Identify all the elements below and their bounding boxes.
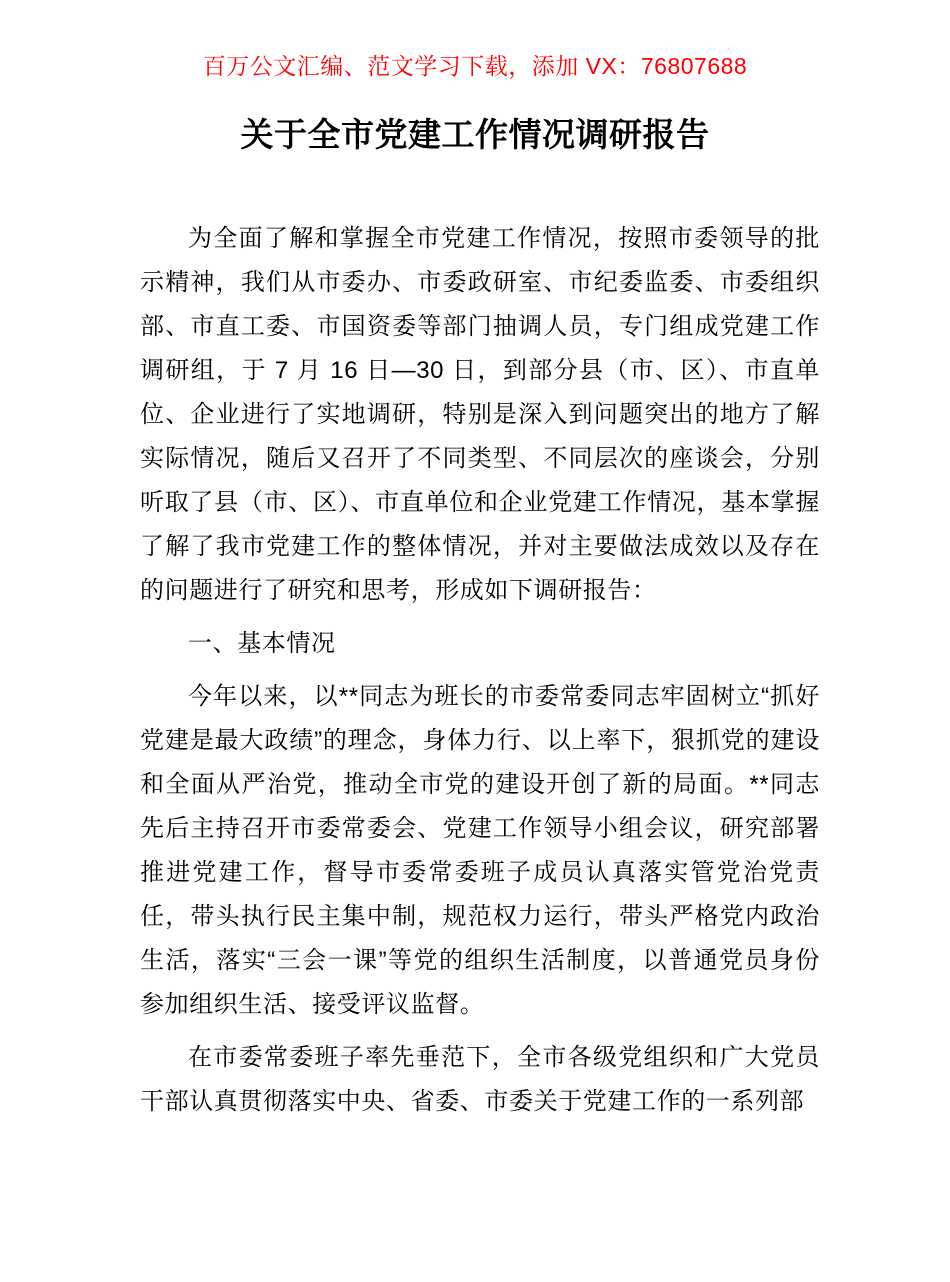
promo-notice-banner: 百万公文汇编、范文学习下载，添加 VX：76807688: [202, 53, 748, 79]
paragraph: 今年以来，以**同志为班长的市委常委同志牢固树立“抓好党建是最大政绩”的理念，身体力行、以上率下，狠抓党的建设和全面从严治党，推动全市党的建设开创了新的局面。**同志先后主持召开市委常委会、党建工作领导小组会议，研究部署推进党建工作，督导市委常委班子成员认真落实管党治党责任，带头执行民主集中制，规范权力运行，带头严格党内政治生活，落实“三会一课”等党的组织生活制度，以普通党员身份参加组织生活、接受评议监督。: [140, 683, 820, 1018]
section-heading: 一、基本情况: [188, 630, 336, 657]
paragraph: 在市委常委班子率先垂范下，全市各级党组织和广大党员干部认真贯彻落实中央、省委、市委关于党建工作的一系列部: [140, 1044, 820, 1115]
document-body: [140, 217, 820, 1124]
document-page: [0, 52, 950, 1282]
paragraph: 为全面了解和掌握全市党建工作情况，按照市委领导的批示精神，我们从市委办、市委政研室、市纪委监委、市委组织部、市直工委、市国资委等部门抽调人员，专门组成党建工作调研组，于 7 月 16 日—30 日，到部分县（市、区）、市直单位、企业进行了实地调研，特别是深入到问题突出的地方了解实际情况，随后又召开了不同类型、不同层次的座谈会，分别听取了县（市、区）、市直单位和企业党建工作情况，基本掌握了解了我市党建工作的整体情况，并对主要做法成效以及存在的问题进行了研究和思考，形成如下调研报告：: [140, 225, 820, 604]
document-title: 关于全市党建工作情况调研报告: [240, 116, 710, 153]
